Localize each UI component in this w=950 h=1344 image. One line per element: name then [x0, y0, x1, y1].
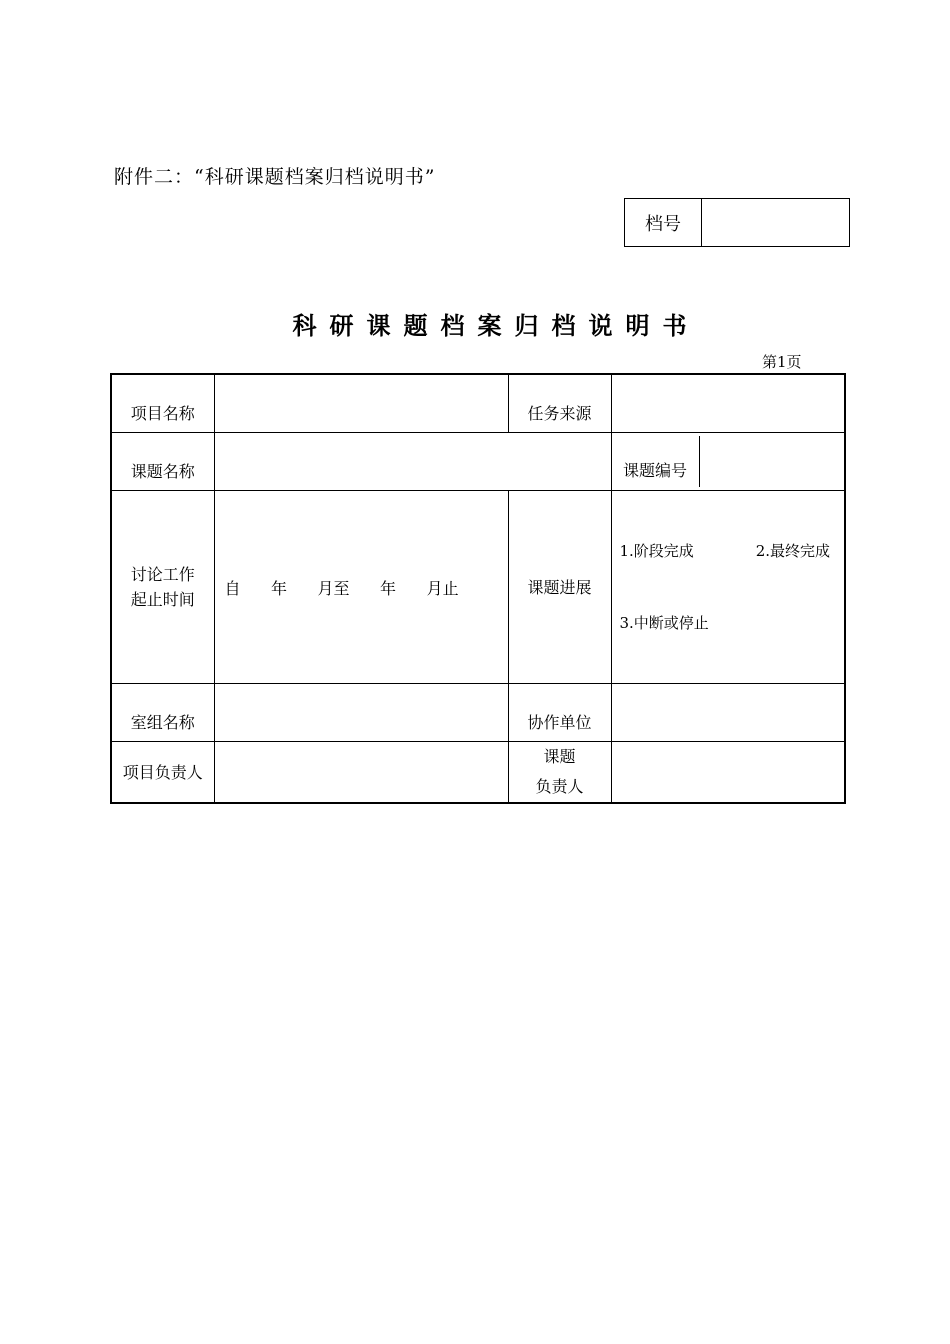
form-row-period	[111, 491, 845, 684]
archive-number-field[interactable]	[702, 199, 849, 246]
work-period-label-line1: 讨论工作	[130, 565, 195, 584]
work-period-label-line2: 起止时间	[130, 590, 195, 609]
office-name-field[interactable]	[214, 684, 508, 742]
topic-number-cell	[611, 433, 845, 491]
topic-name-field[interactable]	[214, 433, 611, 491]
topic-lead-label	[508, 742, 611, 804]
topic-lead-field[interactable]	[611, 742, 845, 804]
attachment-title: 附件二：“科研课题档案归档说明书”	[114, 166, 436, 188]
form-row-leaders	[111, 742, 845, 804]
form-row-topic	[111, 433, 845, 491]
partner-unit-field[interactable]	[611, 684, 845, 742]
document-title: 科研课题档案归档说明书	[292, 311, 700, 340]
topic-lead-label-line2: 负责人	[535, 777, 584, 796]
page-number: 第1页	[762, 353, 802, 371]
partner-unit-label: 协作单位	[508, 684, 611, 742]
topic-number-label: 课题编号	[612, 436, 700, 487]
archive-form-table	[110, 373, 846, 804]
project-lead-label: 项目负责人	[111, 742, 214, 804]
progress-option-stage-complete[interactable]: 1.阶段完成	[619, 542, 694, 560]
progress-options[interactable]	[611, 491, 845, 684]
office-name-label: 室组名称	[111, 684, 214, 742]
progress-option-final-complete[interactable]: 2.最终完成	[755, 542, 830, 560]
progress-option-interrupted[interactable]: 3.中断或停止	[619, 614, 709, 632]
form-row-office	[111, 684, 845, 742]
project-name-label: 项目名称	[111, 374, 214, 433]
topic-lead-label-line1: 课题	[543, 747, 576, 766]
work-period-field[interactable]: 自 年 月至 年 月止	[214, 491, 508, 684]
project-lead-field[interactable]	[214, 742, 508, 804]
progress-label: 课题进展	[508, 491, 611, 684]
archive-number-label: 档号	[625, 199, 702, 246]
topic-number-field[interactable]	[700, 436, 845, 487]
work-period-label	[111, 491, 214, 684]
form-row-project	[111, 374, 845, 433]
task-source-label: 任务来源	[508, 374, 611, 433]
task-source-field[interactable]	[611, 374, 845, 433]
project-name-field[interactable]	[214, 374, 508, 433]
archive-number-box	[624, 198, 850, 247]
topic-name-label: 课题名称	[111, 433, 214, 491]
